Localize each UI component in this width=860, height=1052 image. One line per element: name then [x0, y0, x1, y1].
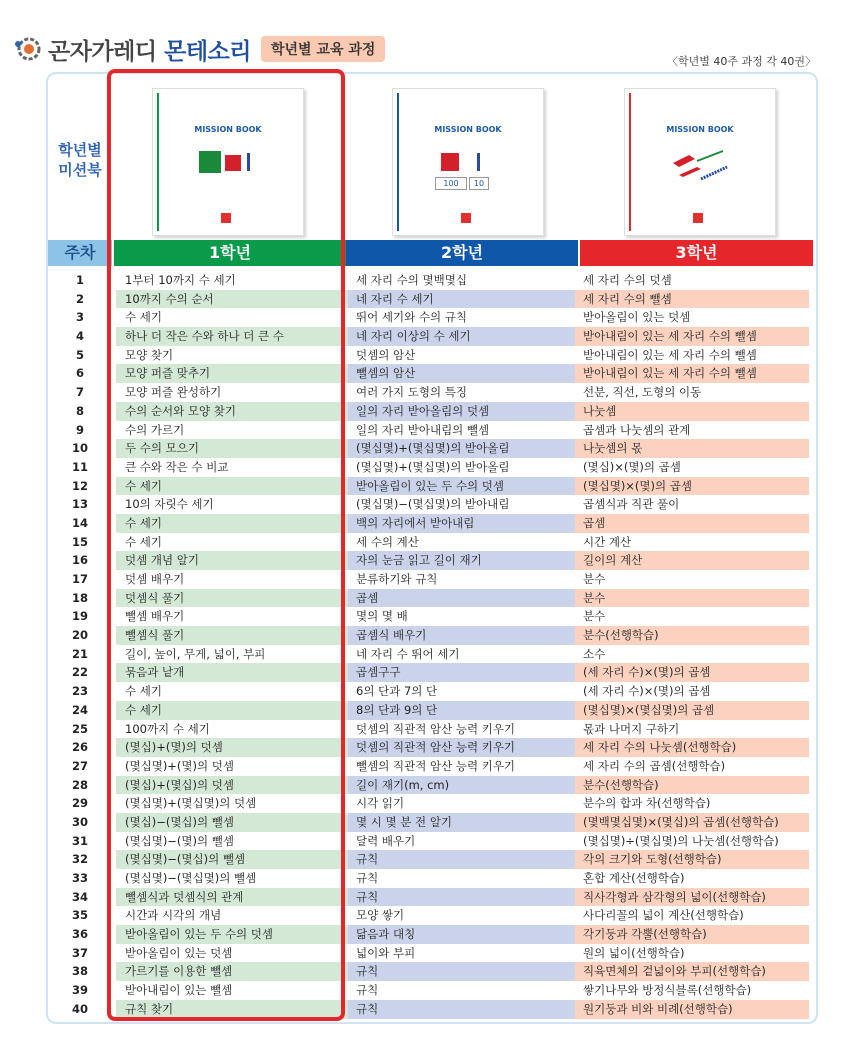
- row-header-line2: 미션북: [58, 161, 102, 179]
- grade1-topic-cell: 수 세기: [116, 701, 348, 720]
- grade2-topic-cell: 뛰어 세기와 수의 규칙: [356, 310, 467, 325]
- grade2-topic-cell: 백의 자리에서 받아내림: [348, 514, 575, 533]
- grade2-topic-cell: 세 수의 계산: [356, 534, 419, 549]
- grade3-topic-cell: 곱셈과 나눗셈의 관계: [583, 422, 691, 437]
- grade1-mission-book-cover: [152, 88, 304, 236]
- grade1-topic-cell: 모양 찾기: [125, 347, 174, 362]
- week-cell: 21: [71, 646, 88, 661]
- grade1-topic-cell: (몇십몇)−(몇)의 뺄셈: [125, 833, 234, 848]
- grade1-topic-cell: 뺄셈 배우기: [125, 609, 185, 624]
- week-cell: 27: [71, 758, 88, 773]
- table-row: [48, 776, 813, 795]
- grade2-topic-cell: 모양 쌓기: [356, 908, 405, 923]
- week-cell: 10: [71, 441, 88, 456]
- table-row: [48, 364, 813, 383]
- grade1-topic-cell: 모양 퍼즐 완성하기: [125, 385, 222, 400]
- grade3-topic-cell: (세 자리 수)×(몇)의 곱셈: [583, 684, 711, 699]
- week-cell: 38: [71, 964, 88, 979]
- grade1-topic-cell: 100까지 수 세기: [125, 721, 210, 736]
- table-row: [48, 477, 813, 496]
- grade1-topic-cell: 받아올림이 있는 두 수의 덧셈: [116, 925, 348, 944]
- grade2-topic-cell: 여러 가지 도형의 특징: [356, 385, 467, 400]
- curriculum-table: [48, 271, 813, 1019]
- grade2-topic-cell: 8의 단과 9의 단: [348, 701, 575, 720]
- grade2-topic-cell: (몇십몇)+(몇십몇)의 받아올림: [348, 439, 575, 458]
- table-row: [48, 271, 813, 290]
- grade2-topic-cell: 몇 시 몇 분 전 알기: [348, 813, 575, 832]
- grade1-topic-cell: 뺄셈식 풀기: [116, 626, 348, 645]
- table-row: [48, 981, 813, 1000]
- table-row: [48, 962, 813, 981]
- grade1-topic-cell: (몇십몇)−(몇십)의 뺄셈: [116, 850, 348, 869]
- grade1-topic-cell: 길이, 높이, 무게, 넓이, 부피: [125, 646, 266, 661]
- grade1-topic-cell: (몇십)+(몇)의 덧셈: [116, 738, 348, 757]
- grade2-topic-cell: 덧셈의 암산: [356, 347, 416, 362]
- grade1-column-header: 1학년: [114, 240, 346, 266]
- week-cell: 28: [71, 777, 88, 792]
- grade2-mission-book-cover: [392, 88, 544, 236]
- table-row: [48, 663, 813, 682]
- brand-part2: 몬테소리: [164, 38, 251, 65]
- table-row: [48, 402, 813, 421]
- table-row: [48, 551, 813, 570]
- green-cube-icon: [199, 151, 221, 173]
- grade2-topic-cell: 네 자리 수 세기: [348, 290, 575, 309]
- grade2-topic-cell: 곱셈구구: [348, 663, 575, 682]
- grade3-mission-book-cover: [624, 88, 776, 236]
- grade2-topic-cell: 덧셈의 직관적 암산 능력 키우기: [348, 738, 575, 757]
- week-cell: 11: [71, 459, 88, 474]
- grade3-topic-cell: 세 자리 수의 뺄셈: [575, 290, 809, 309]
- brand-part1: 곤자가레디: [48, 38, 157, 65]
- table-row: [48, 832, 813, 851]
- table-row: [48, 869, 813, 888]
- week-cell: 9: [75, 422, 84, 437]
- grade1-topic-cell: 수 세기: [125, 310, 162, 325]
- course-note: 〈학년별 40주 과정 각 40권〉: [667, 55, 816, 68]
- grade1-topic-cell: 수의 순서와 모양 찾기: [116, 402, 348, 421]
- week-cell: 2: [75, 291, 84, 306]
- week-cell: 7: [75, 385, 84, 400]
- week-cell: 29: [71, 796, 88, 811]
- grade2-topic-cell: 네 자리 수 뛰어 세기: [356, 646, 460, 661]
- table-row: [48, 533, 813, 552]
- week-cell: 26: [71, 740, 88, 755]
- grade2-topic-cell: 규칙: [356, 871, 379, 885]
- week-cell: 15: [71, 534, 88, 549]
- grade3-topic-cell: (세 자리 수)×(몇)의 곱셈: [575, 663, 809, 682]
- table-row: [48, 346, 813, 365]
- brand-title: [48, 33, 251, 66]
- week-cell: 14: [71, 515, 88, 530]
- grade3-topic-cell: (몇십몇)×(몇)의 곱셈: [575, 477, 809, 496]
- table-row: [48, 720, 813, 739]
- grade3-topic-cell: 혼합 계산(선행학습): [583, 871, 685, 885]
- table-row: [48, 701, 813, 720]
- table-row: [48, 308, 813, 327]
- grade3-topic-cell: 받아내림이 있는 세 자리 수의 뺄셈: [583, 347, 757, 362]
- row-header-line1: 학년별: [58, 141, 102, 159]
- grade2-topic-cell: 넓이와 부피: [356, 945, 416, 960]
- grade1-topic-cell: 큰 수와 작은 수 비교: [125, 459, 229, 474]
- grade3-topic-cell: 분수의 합과 차(선행학습): [583, 796, 711, 811]
- table-row: [48, 813, 813, 832]
- grade3-topic-cell: 쌓기나무와 방정식블록(선행학습): [583, 983, 752, 998]
- book-publisher-mark: [693, 213, 703, 223]
- grade1-topic-cell: 받아올림이 있는 덧셈: [125, 945, 233, 960]
- grade3-topic-cell: 받아내림이 있는 세 자리 수의 뺄셈: [575, 364, 809, 383]
- week-cell: 34: [71, 889, 88, 904]
- week-cell: 39: [71, 983, 88, 998]
- grade1-topic-cell: 덧셈 배우기: [125, 572, 185, 586]
- grade2-topic-cell: 곱셈식 배우기: [348, 626, 575, 645]
- grade3-topic-cell: (몇백몇십몇)×(몇십)의 곱셈(선행학습): [575, 813, 809, 832]
- bar-icon: [247, 153, 250, 171]
- grade2-topic-cell: 규칙: [348, 962, 575, 981]
- grade2-topic-cell: 뺄셈의 직관적 암산 능력 키우기: [356, 758, 516, 773]
- table-row: [48, 383, 813, 402]
- grade3-topic-cell: 원의 넓이(선행학습): [583, 945, 685, 960]
- grade2-topic-cell: 달력 배우기: [356, 833, 416, 848]
- grade1-topic-cell: 수 세기: [125, 534, 162, 549]
- grade1-topic-cell: 뺄셈식과 덧셈식의 관계: [116, 888, 348, 907]
- table-row: [48, 906, 813, 925]
- table-row: [48, 327, 813, 346]
- grade2-topic-cell: 뺄셈의 암산: [348, 364, 575, 383]
- grade3-topic-cell: (몇십몇)÷(몇십몇)의 나눗셈(선행학습): [583, 833, 779, 848]
- grade3-topic-cell: 세 자리 수의 곱셈(선행학습): [583, 758, 726, 773]
- book-label-100: 100: [435, 177, 467, 190]
- grade1-topic-cell: 수의 가르기: [125, 422, 185, 437]
- grade1-topic-cell: 시간과 시각의 개념: [125, 908, 222, 923]
- grade2-topic-cell: 몇의 몇 배: [356, 609, 408, 624]
- grade3-topic-cell: 직사각형과 삼각형의 넓이(선행학습): [575, 888, 809, 907]
- grade2-topic-cell: 일의 자리 받아올림의 덧셈: [348, 402, 575, 421]
- grade2-topic-cell: 일의 자리 받아내림의 뺄셈: [356, 422, 490, 437]
- grade1-topic-cell: (몇십몇)+(몇십몇)의 덧셈: [125, 796, 257, 811]
- grade3-topic-cell: 곱셈: [575, 514, 809, 533]
- grade3-topic-cell: 받아올림이 있는 덧셈: [583, 310, 691, 325]
- book-title: MISSION BOOK: [666, 125, 734, 134]
- table-row: [48, 738, 813, 757]
- table-row: [48, 458, 813, 477]
- grade3-topic-cell: 받아내림이 있는 세 자리 수의 뺄셈: [575, 327, 809, 346]
- book-title: MISSION BOOK: [194, 125, 262, 134]
- grade3-topic-cell: 분수(선행학습): [575, 626, 809, 645]
- week-cell: 17: [71, 572, 88, 586]
- table-row: [48, 850, 813, 869]
- grade2-topic-cell: 덧셈의 직관적 암산 능력 키우기: [356, 721, 516, 736]
- page-header: [14, 32, 385, 66]
- red-square-icon: [225, 155, 241, 171]
- week-cell: 12: [71, 478, 88, 493]
- grade1-topic-cell: 규칙 찾기: [116, 1000, 348, 1019]
- grade2-topic-cell: 규칙: [348, 1000, 575, 1019]
- book-publisher-mark: [221, 213, 231, 223]
- grade2-topic-cell: 닮음과 대칭: [348, 925, 575, 944]
- week-cell: 16: [71, 553, 88, 568]
- grade3-topic-cell: 세 자리 수의 나눗셈(선행학습): [575, 738, 809, 757]
- grade2-topic-cell: 규칙: [348, 850, 575, 869]
- week-cell: 36: [71, 927, 88, 942]
- week-cell: 20: [71, 628, 88, 643]
- curriculum-badge: 학년별 교육 과정: [261, 36, 385, 62]
- grade2-topic-cell: 자의 눈금 읽고 길이 재기: [348, 551, 575, 570]
- grade2-topic-cell: 시각 읽기: [356, 796, 405, 811]
- week-column-header: 주차: [48, 240, 112, 266]
- grade3-topic-cell: 소수: [583, 646, 606, 661]
- week-cell: 23: [71, 684, 88, 699]
- table-row: [48, 944, 813, 963]
- table-row: [48, 495, 813, 514]
- grade1-topic-cell: (몇십몇)+(몇)의 덧셈: [125, 758, 234, 773]
- grade2-topic-cell: (몇십몇)+(몇십몇)의 받아올림: [356, 459, 510, 474]
- grade1-topic-cell: 10까지 수의 순서: [116, 290, 348, 309]
- grade3-topic-cell: 각기둥과 각뿔(선행학습): [575, 925, 809, 944]
- week-cell: 13: [71, 497, 88, 512]
- grade3-topic-cell: 나눗셈의 몫: [575, 439, 809, 458]
- grade3-topic-cell: 시간 계산: [583, 534, 632, 549]
- table-row: [48, 626, 813, 645]
- grade2-topic-cell: 세 자리 수의 몇백몇십: [356, 273, 467, 287]
- grade1-topic-cell: (몇십몇)−(몇십몇)의 뺄셈: [125, 871, 257, 885]
- grade1-topic-cell: 하나 더 작은 수와 하나 더 큰 수: [116, 327, 348, 346]
- grade3-topic-cell: 직육면체의 겉넓이와 부피(선행학습): [575, 962, 809, 981]
- grade3-topic-cell: 길이의 계산: [575, 551, 809, 570]
- week-cell: 18: [71, 590, 88, 605]
- grade3-topic-cell: 원기둥과 비와 비례(선행학습): [575, 1000, 809, 1019]
- week-cell: 4: [75, 329, 84, 344]
- week-cell: 24: [71, 702, 88, 717]
- table-row: [48, 757, 813, 776]
- grade2-topic-cell: 6의 단과 7의 단: [356, 684, 438, 699]
- grade1-topic-cell: (몇십)−(몇십)의 뺄셈: [116, 813, 348, 832]
- grade2-column-header: 2학년: [346, 240, 578, 266]
- bar-icon: [477, 153, 480, 171]
- grade3-topic-cell: 몫과 나머지 구하기: [583, 721, 680, 736]
- grade2-topic-cell: 규칙: [356, 983, 379, 998]
- week-cell: 8: [75, 403, 84, 418]
- grade3-topic-cell: 분수(선행학습): [575, 776, 809, 795]
- book-spine: [397, 93, 399, 231]
- week-cell: 5: [75, 347, 84, 362]
- grade1-topic-cell: 수 세기: [116, 477, 348, 496]
- table-row: [48, 290, 813, 309]
- grade3-topic-cell: 나눗셈: [575, 402, 809, 421]
- week-cell: 32: [71, 852, 88, 867]
- montessori-logo-icon: [14, 36, 44, 62]
- grade3-topic-cell: 세 자리 수의 덧셈: [583, 273, 672, 287]
- grade1-topic-cell: 두 수의 모으기: [116, 439, 348, 458]
- table-row: [48, 439, 813, 458]
- grade1-topic-cell: 덧셈 개념 알기: [116, 551, 348, 570]
- grade1-topic-cell: 묶음과 낱개: [116, 663, 348, 682]
- table-row: [48, 645, 813, 664]
- week-cell: 6: [75, 366, 84, 381]
- grade2-topic-cell: 곱셈: [348, 589, 575, 608]
- week-cell: 30: [71, 814, 88, 829]
- grade1-topic-cell: 덧셈식 풀기: [116, 589, 348, 608]
- grade3-topic-cell: (몇십)×(몇)의 곱셈: [583, 459, 681, 474]
- grade3-column-header: 3학년: [580, 240, 813, 266]
- grade2-topic-cell: 분류하기와 규칙: [356, 572, 438, 586]
- grade3-topic-cell: 사다리꼴의 넓이 계산(선행학습): [583, 908, 744, 923]
- grade1-topic-cell: 받아내림이 있는 뺄셈: [125, 983, 233, 998]
- mission-book-row-header: [48, 140, 112, 180]
- week-cell: 40: [71, 1001, 88, 1016]
- week-cell: 37: [71, 945, 88, 960]
- grade3-topic-cell: 분수: [575, 589, 809, 608]
- table-row: [48, 682, 813, 701]
- grade1-topic-cell: 1부터 10까지 수 세기: [125, 273, 236, 287]
- book-spine: [629, 93, 631, 231]
- grade1-topic-cell: 10의 자릿수 세기: [125, 497, 214, 512]
- book-label-10: 10: [469, 177, 489, 190]
- red-square-icon: [441, 153, 459, 171]
- week-cell: 19: [71, 609, 88, 624]
- table-row: [48, 1000, 813, 1019]
- grade3-topic-cell: 각의 크기와 도형(선행학습): [575, 850, 809, 869]
- grade2-topic-cell: 규칙: [348, 888, 575, 907]
- table-row: [48, 888, 813, 907]
- table-row: [48, 607, 813, 626]
- grade3-topic-cell: 선분, 직선, 도형의 이동: [583, 385, 702, 400]
- grade3-topic-cell: 분수: [583, 572, 606, 586]
- week-cell: 1: [75, 273, 84, 287]
- grade1-topic-cell: 수 세기: [125, 684, 162, 699]
- grade2-topic-cell: 길이 재기(m, cm): [348, 776, 575, 795]
- week-cell: 22: [71, 665, 88, 680]
- week-cell: 25: [71, 721, 88, 736]
- grade3-topic-cell: 곱셈식과 직관 풀이: [583, 497, 680, 512]
- week-cell: 31: [71, 833, 88, 848]
- table-row: [48, 514, 813, 533]
- grade2-topic-cell: 네 자리 이상의 수 세기: [348, 327, 575, 346]
- grade1-topic-cell: 수 세기: [116, 514, 348, 533]
- book-publisher-mark: [461, 213, 471, 223]
- table-row: [48, 589, 813, 608]
- week-cell: 3: [75, 310, 84, 325]
- week-cell: 33: [71, 871, 88, 885]
- grade2-topic-cell: 받아올림이 있는 두 수의 덧셈: [348, 477, 575, 496]
- book-spine: [157, 93, 159, 231]
- table-row: [48, 794, 813, 813]
- grade2-topic-cell: (몇십몇)−(몇십몇)의 받아내림: [356, 497, 510, 512]
- grade1-topic-cell: (몇십)+(몇십)의 덧셈: [116, 776, 348, 795]
- grade1-topic-cell: 모양 퍼즐 맞추기: [116, 364, 348, 383]
- grade3-topic-cell: 분수: [583, 609, 606, 624]
- table-row: [48, 925, 813, 944]
- week-cell: 35: [71, 908, 88, 923]
- table-row: [48, 421, 813, 440]
- fraction-blocks-icon: [671, 149, 731, 189]
- grade3-topic-cell: (몇십몇)×(몇십몇)의 곱셈: [575, 701, 809, 720]
- table-row: [48, 570, 813, 589]
- grade1-topic-cell: 가르기를 이용한 뺄셈: [116, 962, 348, 981]
- book-title: MISSION BOOK: [434, 125, 502, 134]
